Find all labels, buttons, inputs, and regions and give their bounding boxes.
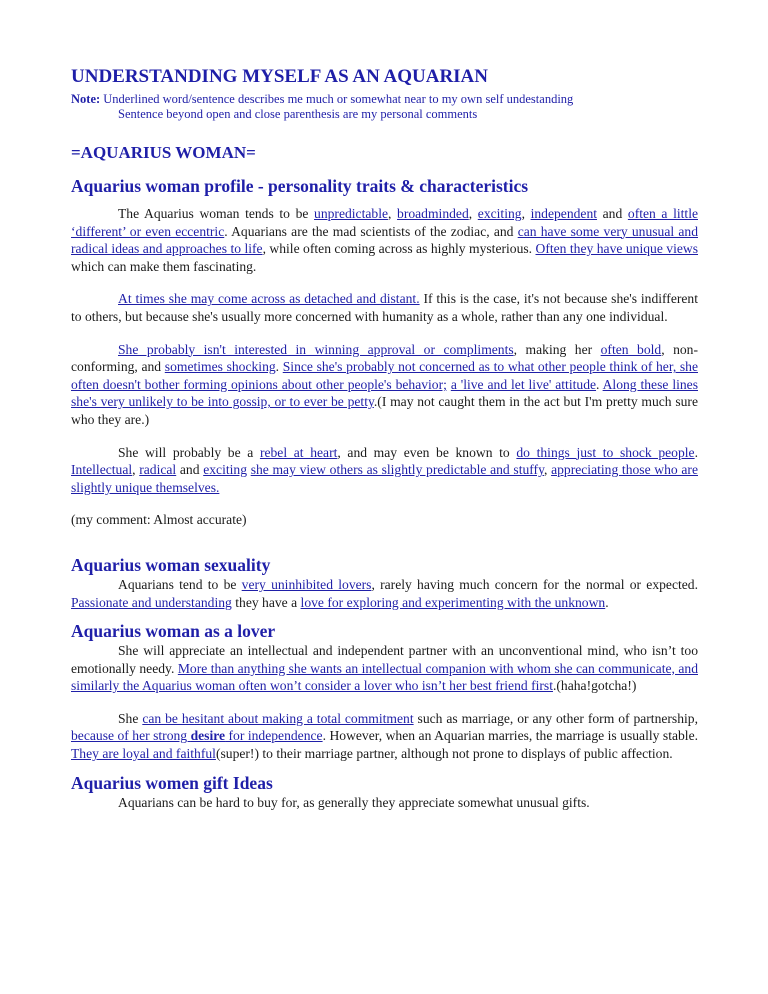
underlined-phrase: rebel at heart bbox=[259, 444, 338, 460]
underlined-phrase: can be hesitant about making a total commitment bbox=[142, 710, 414, 726]
note-label: Note: bbox=[71, 92, 101, 106]
text-run: , and may even be known to bbox=[337, 444, 517, 460]
underlined-phrase: Often they have unique views bbox=[535, 241, 699, 257]
note-line-2: Sentence beyond open and close parenthesis are my personal comments bbox=[118, 107, 478, 121]
lover-paragraph-2 bbox=[71, 710, 698, 763]
underlined-bold-word: desire bbox=[190, 728, 226, 744]
text-run: , bbox=[544, 462, 552, 478]
text-run: , rarely having much concern for the normal or expected. bbox=[371, 576, 698, 592]
underlined-phrase: a 'live and let live' attitude bbox=[450, 376, 597, 392]
text-run: , making her bbox=[513, 341, 601, 357]
underlined-phrase: often a little ‘different’ or even eccentric bbox=[71, 206, 698, 239]
profile-heading: Aquarius woman profile - personality traits & characteristics bbox=[71, 176, 529, 196]
document-title: UNDERSTANDING MYSELF AS AN AQUARIAN bbox=[71, 66, 488, 87]
underlined-phrase: can have some very unusual and radical ideas and approaches to life bbox=[71, 223, 698, 257]
underlined-phrase: exciting bbox=[477, 206, 522, 221]
text-run: , bbox=[468, 206, 478, 221]
text-run: and bbox=[597, 206, 628, 221]
text-run: . bbox=[275, 359, 283, 375]
underlined-phrase: appreciating those who are slightly unique themselves. bbox=[71, 462, 698, 495]
text-run: they have a bbox=[231, 594, 301, 610]
underlined-phrase: because of her strong bbox=[71, 728, 191, 744]
text-run: The Aquarius woman tends to be bbox=[118, 206, 315, 221]
underlined-phrase: exciting bbox=[203, 462, 247, 478]
profile-paragraph-3 bbox=[71, 341, 698, 429]
lover-paragraph-1 bbox=[71, 642, 698, 695]
gifts-heading: Aquarius women gift Ideas bbox=[71, 772, 273, 793]
text-run: such as marriage, or any other form of partnership, bbox=[413, 710, 698, 726]
text-run: If this is the case, it's not because she's indifferent to others, but because she's usually more concerned with humanity as a whole, rather than any one individual. bbox=[71, 291, 698, 324]
text-run: She will appreciate an intellectual and independent partner with an unconventional mind, who isn’t too emotionally needy. bbox=[71, 643, 698, 676]
text-run: which can make them fascinating. bbox=[71, 258, 257, 274]
text-run: . bbox=[596, 376, 603, 392]
personal-comment: (my comment: Almost accurate) bbox=[71, 512, 247, 528]
underlined-phrase: radical bbox=[139, 462, 177, 478]
underlined-phrase: Passionate and understanding bbox=[71, 594, 232, 610]
underlined-phrase: unpredictable bbox=[314, 206, 389, 221]
text-run: Aquarians tend to be bbox=[118, 576, 242, 592]
text-run: .(I may not caught them in the act but I'm pretty much sure who they are.) bbox=[71, 394, 698, 427]
underlined-phrase: Since she's probably not concerned as to what other people think of her, she often doesn't bother forming opinions about other people's behavior; bbox=[71, 359, 698, 392]
text-run: She will probably be a bbox=[118, 444, 260, 460]
text-run: , bbox=[132, 462, 140, 478]
underlined-phrase: very uninhibited lovers bbox=[241, 576, 372, 592]
profile-paragraph-2 bbox=[71, 290, 698, 325]
underlined-phrase: she may view others as slightly predictable and stuffy bbox=[250, 462, 544, 478]
underlined-phrase: broadminded bbox=[397, 206, 469, 221]
lover-heading: Aquarius woman as a lover bbox=[71, 621, 276, 642]
text-run: . bbox=[694, 444, 698, 460]
note-line-1: Underlined word/sentence describes me much or somewhat near to my own self undestanding bbox=[100, 92, 574, 106]
profile-paragraph-4 bbox=[71, 444, 698, 497]
text-run: . However, when an Aquarian marries, the marriage is usually stable. bbox=[322, 728, 699, 744]
underlined-phrase: Along these lines she's very unlikely to be into gossip, or to ever be petty bbox=[71, 376, 698, 410]
document-page bbox=[71, 66, 698, 811]
text-run: and bbox=[176, 462, 204, 478]
text-run: Aquarians can be hard to buy for, as generally they appreciate somewhat unusual gifts. bbox=[118, 794, 590, 810]
profile-paragraph-1 bbox=[71, 205, 698, 275]
underlined-phrase: do things just to shock people bbox=[516, 444, 695, 460]
text-run: .(haha!gotcha!) bbox=[552, 678, 637, 694]
underlined-phrase: love for exploring and experimenting with the unknown bbox=[300, 594, 606, 610]
section-heading: =AQUARIUS WOMAN= bbox=[71, 143, 256, 162]
underlined-phrase: often bold bbox=[600, 341, 662, 357]
text-run: . Aquarians are the mad scientists of the zodiac, and bbox=[224, 223, 518, 239]
underlined-phrase: independent bbox=[530, 206, 598, 221]
text-run: , bbox=[521, 206, 531, 221]
text-run: She bbox=[118, 710, 143, 726]
text-run: , non-conforming, and bbox=[71, 341, 698, 375]
underlined-phrase: Intellectual bbox=[71, 462, 133, 478]
text-run: (super!) to their marriage partner, although not prone to displays of public affection. bbox=[215, 746, 673, 762]
underlined-phrase: for independence bbox=[225, 728, 323, 744]
text-run: , while often coming across as highly mysterious. bbox=[262, 241, 536, 257]
underlined-phrase: More than anything she wants an intellectual companion with whom she can communicate, and similarly the Aquarius woman often won’t consider a lover who isn’t her best friend first bbox=[71, 660, 698, 694]
underlined-phrase: They are loyal and faithful bbox=[71, 746, 216, 762]
text-run: . bbox=[605, 594, 609, 610]
underlined-phrase: She probably isn't interested in winning approval or compliments bbox=[118, 341, 514, 357]
underlined-phrase: At times she may come across as detached and distant. bbox=[118, 291, 420, 307]
sexuality-heading: Aquarius woman sexuality bbox=[71, 554, 271, 575]
text-run: , bbox=[388, 206, 398, 221]
note-block bbox=[71, 92, 698, 122]
underlined-phrase: sometimes shocking bbox=[164, 359, 276, 375]
sexuality-paragraph bbox=[71, 576, 698, 611]
gifts-paragraph bbox=[71, 794, 698, 812]
